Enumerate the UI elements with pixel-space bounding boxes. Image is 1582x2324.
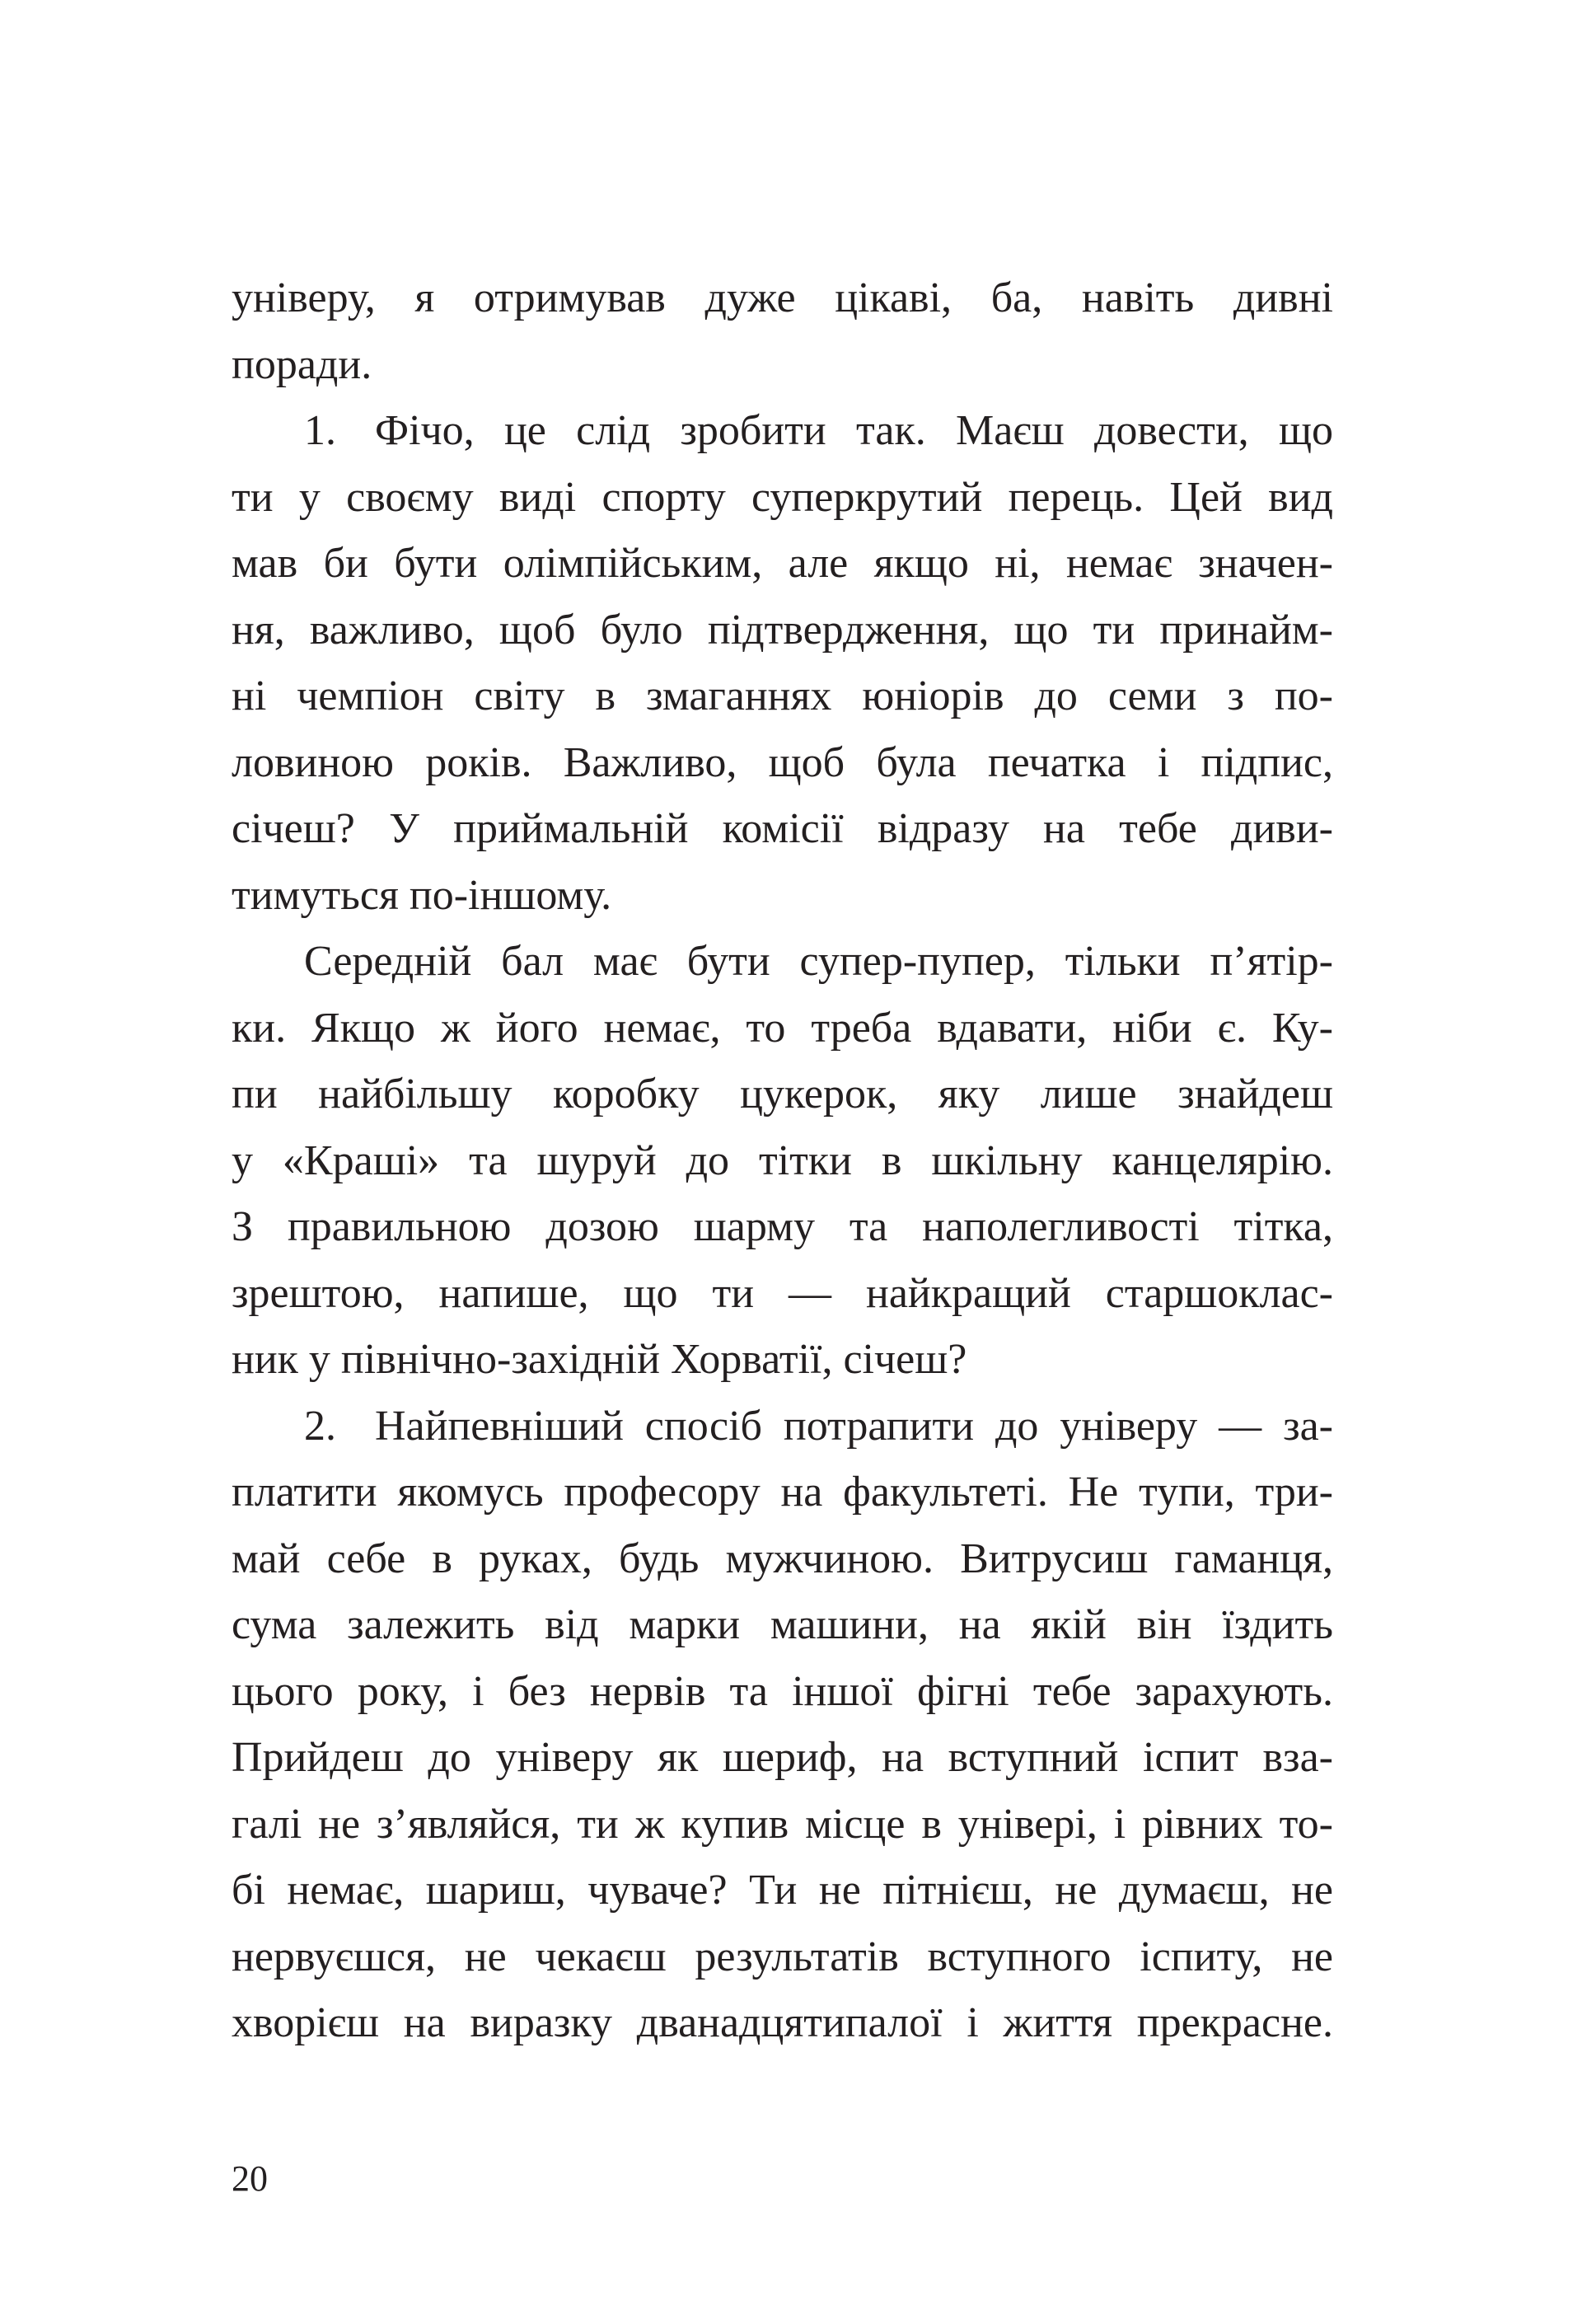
- text-line: сума залежить від марки машини, на якій він їздить: [232, 1601, 1333, 1648]
- text-line: хворієш на виразку дванадцятипалої і життя прекрасне.: [232, 1999, 1333, 2046]
- list-item-2: [232, 1394, 1333, 1460]
- text-line: січеш? У приймальній комісії відразу на тебе диви-: [232, 805, 1333, 852]
- text-line: З правильною дозою шарму та наполегливості тітка,: [232, 1203, 1333, 1250]
- list-number: 1.: [304, 407, 336, 454]
- text-line: універу, я отримував дуже цікаві, ба, навіть дивні: [232, 274, 1333, 321]
- text-line: нервуєшся, не чекаєш результатів вступного іспиту, не: [232, 1933, 1333, 1980]
- text-line: май себе в руках, будь мужчиною. Витрусиш гаманця,: [232, 1534, 1333, 1582]
- body-text: [232, 265, 1333, 2057]
- text-line: у «Краші» та шуруй до тітки в шкільну канцелярію.: [232, 1136, 1333, 1184]
- list-item-1: [232, 398, 1333, 465]
- text-line: ки. Якщо ж його немає, то треба вдавати, ніби є. Ку-: [232, 1004, 1333, 1052]
- text-line: ник у північно-західній Хорватії, січеш?: [232, 1336, 967, 1383]
- text-line: поради.: [232, 340, 372, 388]
- text-line: платити якомусь професору на факультеті. Не тупи, три-: [232, 1469, 1333, 1516]
- text-line: ти у своєму виді спорту суперкрутий перець. Цей вид: [232, 473, 1333, 521]
- text-line: Найпевніший спосіб потрапити до універу — за-: [375, 1402, 1333, 1450]
- text-line: зрештою, напише, що ти — найкращий старшоклас-: [232, 1269, 1333, 1317]
- text-line: тимуться по-іншому.: [232, 871, 612, 919]
- text-line: мав би бути олімпійським, але якщо ні, немає значен-: [232, 540, 1333, 587]
- text-line: Фічо, це слід зробити так. Маєш довести, що: [375, 407, 1333, 454]
- text-line: пи найбільшу коробку цукерок, яку лише знайдеш: [232, 1071, 1333, 1117]
- page-number: 20: [232, 2158, 268, 2199]
- text-line: ні чемпіон світу в змаганнях юніорів до семи з по-: [232, 672, 1333, 719]
- list-number: 2.: [304, 1402, 336, 1450]
- text-line: галі не з’являйся, ти ж купив місце в універі, і рівних то-: [232, 1800, 1333, 1848]
- paragraph-start: Середній бал має бути супер-пупер, тільки п’ятір-: [304, 938, 1333, 985]
- text-line: ловиною років. Важливо, щоб була печатка і підпис,: [232, 738, 1333, 786]
- text-line: цього року, і без нервів та іншої фігні тебе зарахують.: [232, 1667, 1333, 1715]
- text-line: Прийдеш до універу як шериф, на вступний іспит вза-: [232, 1734, 1333, 1781]
- text-line: бі немає, шариш, чуваче? Ти не пітнієш, не думаєш, не: [232, 1867, 1333, 1914]
- text-line: ня, важливо, щоб було підтвердження, що ти принайм-: [232, 606, 1333, 654]
